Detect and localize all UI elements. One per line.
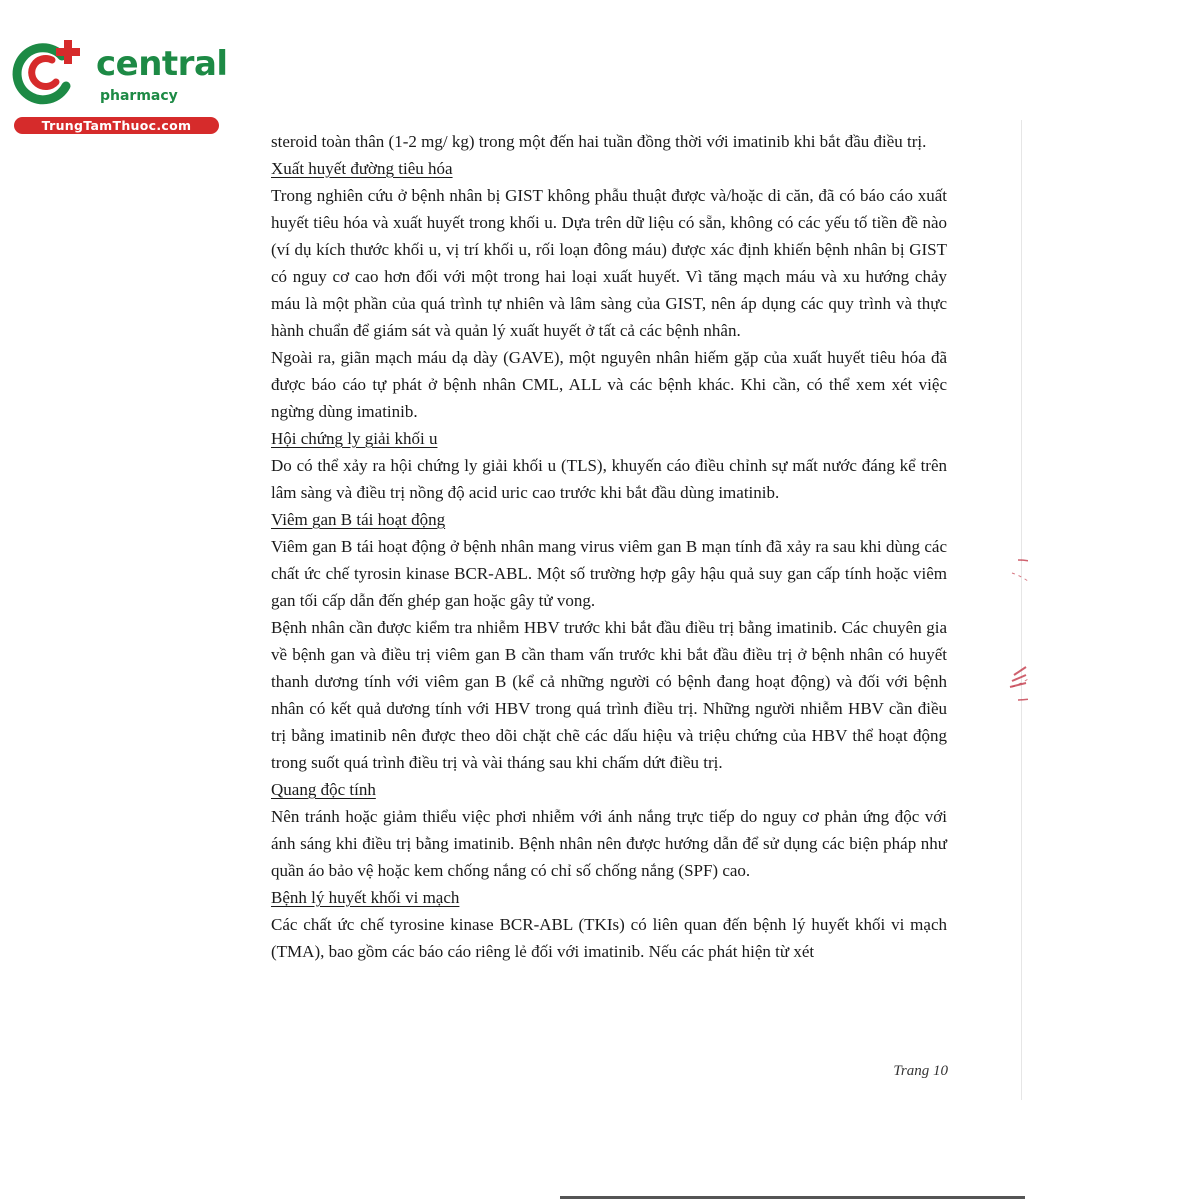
section-heading: Quang độc tính [271, 780, 376, 799]
body-paragraph: Bệnh nhân cần được kiểm tra nhiễm HBV trước khi bắt đầu điều trị bằng imatinib. Các chuyên gia về bệnh gan và điều trị viêm gan B cần tham vấn trước khi bắt đầu điều trị ở bệnh nhân có huyết thanh dương tính với viêm gan B (kể cả những người có bệnh đang hoạt động) và đối với bệnh nhân có kết quả dương tính với HBV trong quá trình điều trị. Những người nhiễm HBV cần điều trị bằng imatinib nên được theo dõi chặt chẽ các dấu hiệu và triệu chứng của HBV thể hoạt động trong suốt quá trình điều trị và vài tháng sau khi chấm dứt điều trị. [271, 618, 947, 772]
logo-subtitle: pharmacy [100, 88, 178, 104]
body-paragraph: Ngoài ra, giãn mạch máu dạ dày (GAVE), một nguyên nhân hiếm gặp của xuất huyết tiêu hóa đã được báo cáo tự phát ở bệnh nhân CML, ALL và các bệnh khác. Khi cần, có thể xem xét việc ngừng dùng imatinib. [271, 348, 947, 421]
section-heading: Viêm gan B tái hoạt động [271, 510, 446, 529]
pharmacy-logo[interactable] [10, 38, 228, 138]
red-stamp-icon [988, 555, 1028, 705]
body-paragraph: Do có thể xảy ra hội chứng ly giải khối u (TLS), khuyến cáo điều chỉnh sự mất nước đáng kể trên lâm sàng và điều trị nồng độ acid uric cao trước khi bắt đầu dùng imatinib. [271, 456, 947, 502]
body-paragraph: Nên tránh hoặc giảm thiểu việc phơi nhiễm với ánh nắng trực tiếp do nguy cơ phản ứng độc với ánh sáng khi điều trị bằng imatinib. Bệnh nhân nên được hướng dẫn để sử dụng các biện pháp như quần áo bảo vệ hoặc kem chống nắng có chỉ số chống nắng (SPF) cao. [271, 807, 947, 880]
section-heading: Bệnh lý huyết khối vi mạch [271, 888, 460, 907]
logo-website-banner: TrungTamThuoc.com [14, 117, 219, 134]
body-paragraph: Trong nghiên cứu ở bệnh nhân bị GIST không phẫu thuật được và/hoặc di căn, đã có báo cáo xuất huyết tiêu hóa và xuất huyết trong khối u. Dựa trên dữ liệu có sẵn, không có các yếu tố tiền đề nào (ví dụ kích thước khối u, vị trí khối u, rối loạn đông máu) được xác định khiến bệnh nhân bị GIST có nguy cơ cao hơn đối với một trong hai loại xuất huyết. Vì tăng mạch máu và xu hướng chảy máu là một phần của quá trình tự nhiên và lâm sàng của GIST, nên áp dụng các quy trình và thực hành chuẩn để giám sát và quản lý xuất huyết ở tất cả các bệnh nhân. [271, 186, 947, 340]
body-paragraph: Viêm gan B tái hoạt động ở bệnh nhân mang virus viêm gan B mạn tính đã xảy ra sau khi dùng các chất ức chế tyrosin kinase BCR-ABL. Một số trường hợp gây hậu quả suy gan cấp tính hoặc viêm gan tối cấp dẫn đến ghép gan hoặc gây tử vong. [271, 537, 947, 610]
section-heading: Xuất huyết đường tiêu hóa [271, 159, 453, 178]
document-body [271, 128, 947, 965]
pharmacy-cross-icon [10, 38, 88, 108]
logo-brand-name: central [96, 44, 228, 84]
body-paragraph: steroid toàn thân (1-2 mg/ kg) trong một đến hai tuần đồng thời với imatinib khi bắt đầu điều trị. [271, 132, 927, 151]
scan-bottom-edge [560, 1196, 1025, 1199]
body-paragraph: Các chất ức chế tyrosine kinase BCR-ABL (TKIs) có liên quan đến bệnh lý huyết khối vi mạch (TMA), bao gồm các báo cáo riêng lẻ đối với imatinib. Nếu các phát hiện từ xét [271, 915, 947, 961]
page-number: Trang 10 [893, 1063, 948, 1079]
section-heading: Hội chứng ly giải khối u [271, 429, 438, 448]
